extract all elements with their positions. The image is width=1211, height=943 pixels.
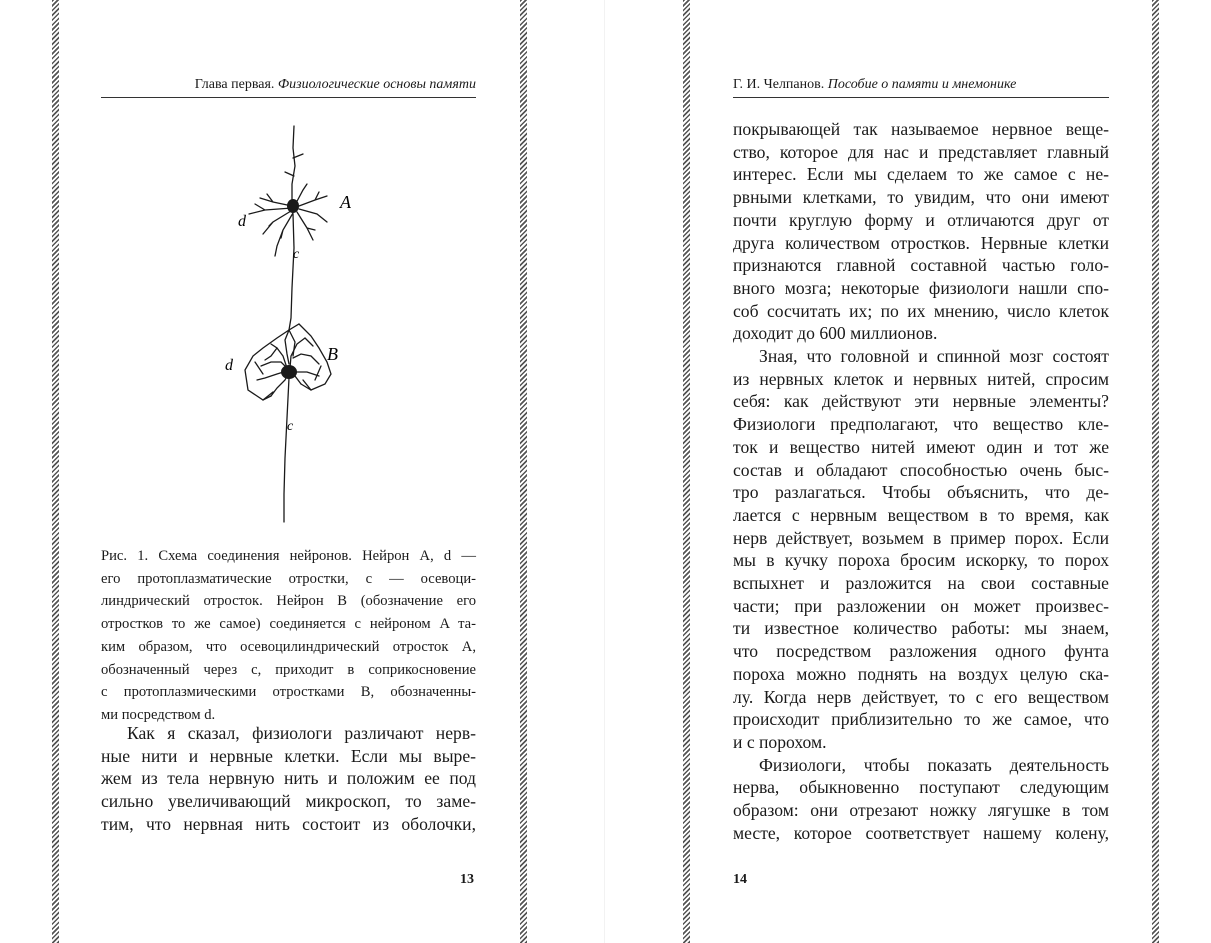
- body-line: Физиологи предполагают, что вещество кле-: [733, 414, 1109, 435]
- body-line: тро разлагаться. Чтобы объяснить, что де-: [733, 482, 1109, 503]
- body-line: нерва, обыкновенно поступают следующим: [733, 777, 1109, 798]
- neuron-b-soma: [281, 365, 297, 379]
- caption-line: отростков то же самое) соединяется с нейроном A та-: [101, 616, 476, 633]
- body-line: вспыхнет и разложится на свои составные: [733, 573, 1109, 594]
- body-line: происходит приблизительно то же самое, что: [733, 709, 1109, 730]
- body-line: что посредством разложения одного фунта: [733, 641, 1109, 662]
- right-running-header: [733, 76, 1016, 94]
- body-line: ные нити и нервные клетки. Если мы выре-: [101, 745, 476, 766]
- figure-label-d-top: d: [238, 213, 246, 230]
- left-header-chapter: Глава первая.: [194, 77, 275, 92]
- right-page: [605, 0, 1211, 943]
- caption-line: обозначенный через c, приходит в соприкосновение: [101, 661, 476, 678]
- figure-label-d-bottom: d: [225, 357, 233, 374]
- body-line: состав и обладают способностью очень быс-: [733, 459, 1109, 480]
- caption-line: Рис. 1. Схема соединения нейронов. Нейрон A, d —: [101, 548, 476, 564]
- figure-label-c-bottom: c: [287, 419, 294, 434]
- left-header-rule: [101, 97, 476, 98]
- body-line: ток и вещество нитей имеют один и тот же: [733, 436, 1109, 457]
- body-line: ти известное количество работы: мы знаем,: [733, 618, 1109, 639]
- right-body-text: [733, 118, 1109, 845]
- body-line: рвными клетками, то увидим, что они имеют: [733, 187, 1109, 208]
- body-line: Как я сказал, физиологи различают нерв-: [127, 723, 476, 743]
- caption-line: ми посредством d.: [101, 706, 216, 723]
- body-line: и с порохом.: [733, 731, 827, 752]
- figure-caption: [101, 545, 476, 727]
- body-line: сильно увеличивающий микроскоп, то заме-: [101, 791, 476, 812]
- figure-label-c-top: c: [293, 247, 300, 262]
- body-line: ство, которое для нас и представляет главный: [733, 141, 1109, 162]
- body-line: тим, что нервная нить состоит из оболочки,: [101, 813, 476, 834]
- body-line: соб сосчитать их; по их мнению, число клеток: [733, 300, 1109, 321]
- body-line: Зная, что головной и спинной мозг состоят: [759, 346, 1109, 367]
- body-line: лу. Когда нерв действует, то с его веществом: [733, 686, 1109, 707]
- left-running-header: [195, 76, 476, 94]
- right-page-number: 14: [733, 872, 747, 887]
- right-header-rule: [733, 97, 1109, 98]
- body-line: части; при разложении он может произвес-: [733, 595, 1109, 616]
- body-line: пороха можно поднять на воздух целую ска-: [733, 663, 1109, 684]
- right-header-author: Г. И. Челпанов.: [733, 77, 825, 92]
- body-line: нерв действует, возьмем в пример порох. Если: [733, 527, 1109, 548]
- caption-line: его протоплазматические отростки, c — осевоци-: [101, 570, 476, 587]
- neuron-figure: [215, 118, 365, 528]
- body-line: лается с нервным веществом в то время, как: [733, 504, 1109, 525]
- body-line: почти круглую форму и отличаются друг от: [733, 209, 1109, 230]
- figure-label-b: B: [327, 344, 338, 364]
- body-line: месте, которое соответствует нашему колену,: [733, 822, 1109, 843]
- body-line: доходит до 600 миллионов.: [733, 323, 938, 344]
- left-page: [0, 0, 605, 943]
- body-line: покрывающей так называемое нервное веще-: [733, 119, 1109, 139]
- right-header-title: Пособие о памяти и мнемонике: [827, 77, 1017, 92]
- left-page-number: 13: [460, 872, 474, 887]
- caption-line: линдрический отросток. Нейрон B (обозначение его: [101, 593, 476, 610]
- caption-line: ким образом, что осевоцилиндрический отросток A,: [101, 638, 476, 655]
- left-body-text: [101, 722, 476, 836]
- figure-label-a: A: [340, 192, 351, 212]
- body-line: Физиологи, чтобы показать деятельность: [759, 754, 1109, 775]
- body-line: себя: как действуют эти нервные элементы?: [733, 391, 1109, 412]
- body-line: интерес. Если мы сделаем то же самое с не-: [733, 164, 1109, 185]
- body-line: из нервных клеток и нервных нитей, спросим: [733, 368, 1109, 389]
- neuron-a-soma: [287, 199, 299, 213]
- body-line: друга количеством отростков. Нервные клетки: [733, 232, 1109, 253]
- body-line: признаются главной составной частью голо-: [733, 255, 1109, 276]
- left-header-title: Физиологические основы памяти: [277, 77, 476, 92]
- body-line: жем из тела нервную нить и положим ее под: [101, 768, 476, 789]
- body-line: мы в кучку пороха бросим искорку, то порох: [733, 550, 1109, 571]
- body-line: вного мозга; некоторые физиологи нашли спо-: [733, 277, 1109, 298]
- caption-line: с протоплазмическими отростками B, обозначенны-: [101, 684, 476, 701]
- body-line: образом: они отрезают ножку лягушке в том: [733, 800, 1109, 821]
